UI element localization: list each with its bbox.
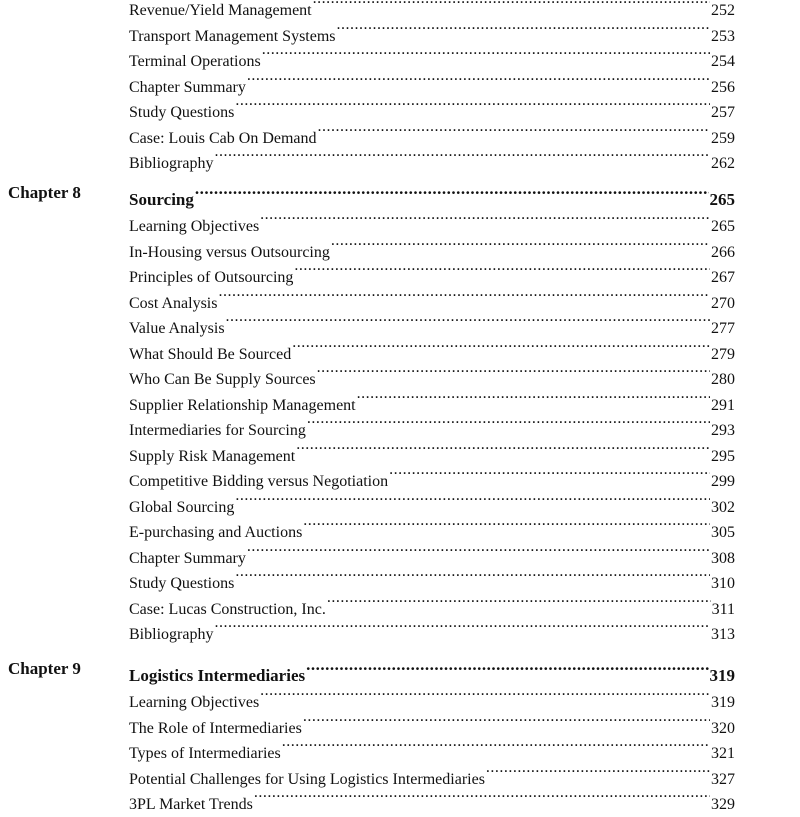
chapter-page-number: 319 (709, 666, 735, 685)
toc-entry-title: Revenue/Yield Management (129, 2, 312, 19)
dot-leader (260, 683, 710, 707)
toc-entry-title: Case: Louis Cab On Demand (129, 129, 317, 147)
toc-entry-title: Chapter Summary (129, 549, 246, 567)
toc-entry (129, 734, 735, 762)
toc-entry-page-number: 257 (711, 104, 735, 121)
toc-entry (129, 309, 735, 337)
dot-leader (262, 42, 710, 66)
toc-entry-page-number: 262 (711, 155, 735, 172)
dot-leader (282, 734, 710, 758)
toc-entry-line (129, 144, 735, 176)
dot-leader (331, 233, 710, 257)
toc-entry-line (129, 785, 735, 817)
toc-entry-title: Chapter Summary (129, 78, 246, 96)
toc-entry (129, 284, 735, 312)
dot-leader (389, 462, 710, 486)
toc-entry-title: Principles of Outsourcing (129, 269, 294, 286)
toc-entry-page-number: 277 (711, 320, 735, 337)
toc-entry-page-number: 308 (711, 549, 735, 567)
toc-entry-title: E-purchasing and Auctions (129, 524, 303, 541)
chapter-title: Sourcing (129, 190, 194, 209)
toc-entry (129, 42, 735, 70)
toc-entry-title: Value Analysis (129, 320, 225, 337)
dot-leader (306, 657, 708, 681)
dot-leader (214, 615, 710, 639)
dot-leader (307, 411, 710, 435)
dot-leader (260, 207, 710, 231)
toc-entry-page-number: 254 (711, 53, 735, 70)
dot-leader (296, 437, 710, 461)
toc-entry-line (129, 615, 735, 647)
dot-leader (327, 590, 711, 614)
toc-entry-title: Who Can Be Supply Sources (129, 371, 316, 388)
dot-leader (337, 17, 710, 41)
toc-entry (129, 233, 735, 261)
toc-entry-page-number: 295 (711, 447, 735, 465)
toc-entry (129, 590, 735, 618)
toc-entry-title: Types of Intermediaries (129, 745, 281, 762)
toc-entry (129, 411, 735, 439)
dot-leader (247, 539, 710, 563)
toc-entry (129, 564, 735, 592)
toc-entry (129, 335, 735, 363)
toc-entry (129, 539, 735, 567)
toc-entry-title: Learning Objectives (129, 694, 260, 711)
toc-entry (129, 207, 735, 235)
toc-entry (129, 144, 735, 172)
dot-leader (218, 284, 710, 308)
toc-entry-page-number: 280 (711, 371, 735, 388)
toc-entry (129, 119, 735, 147)
dot-leader (313, 0, 710, 15)
toc-entry-title: Intermediaries for Sourcing (129, 422, 306, 439)
toc-entry-page-number: 252 (711, 2, 735, 19)
toc-entry-page-number: 270 (711, 294, 735, 312)
toc-entry-title: The Role of Intermediaries (129, 719, 302, 737)
dot-leader (235, 488, 710, 512)
dot-leader (486, 760, 710, 784)
toc-entry (129, 760, 735, 788)
dot-leader (292, 335, 710, 359)
toc-entry (129, 360, 735, 388)
toc-entry-title: Study Questions (129, 104, 235, 121)
toc-entry-page-number: 291 (711, 396, 735, 414)
toc-entry-title: Bibliography (129, 626, 214, 643)
toc-entry-page-number: 327 (711, 770, 735, 788)
toc-entry (129, 93, 735, 121)
toc-entry-title: Potential Challenges for Using Logistics Intermediaries (129, 770, 485, 788)
toc-entry-title: Global Sourcing (129, 498, 235, 516)
toc-entry-title: In-Housing versus Outsourcing (129, 243, 330, 261)
toc-entry-title: Study Questions (129, 575, 235, 592)
toc-entry (129, 0, 735, 19)
toc-entry-page-number: 267 (711, 269, 735, 286)
dot-leader (235, 564, 710, 588)
toc-entry-title: Supply Risk Management (129, 447, 296, 465)
toc-entry-page-number: 320 (711, 719, 735, 737)
toc-entry (129, 513, 735, 541)
toc-entry-title: Transport Management Systems (129, 27, 336, 45)
toc-entry (129, 462, 735, 490)
toc-entry-page-number: 313 (711, 626, 735, 643)
dot-leader (226, 309, 710, 333)
toc-entry-page-number: 253 (711, 27, 735, 45)
dot-leader (303, 709, 710, 733)
toc-entry (129, 258, 735, 286)
dot-leader (235, 93, 710, 117)
toc-entry-page-number: 279 (711, 345, 735, 363)
toc-entry-page-number: 256 (711, 78, 735, 96)
toc-entry-page-number: 329 (711, 796, 735, 813)
toc-entry (129, 68, 735, 96)
toc-entry-title: What Should Be Sourced (129, 345, 292, 363)
toc-entry-title: Learning Objectives (129, 218, 260, 235)
toc-entry-page-number: 302 (711, 498, 735, 516)
dot-leader (317, 360, 710, 384)
toc-entry (129, 386, 735, 414)
toc-entry-page-number: 311 (711, 600, 735, 618)
toc-entry (129, 785, 735, 813)
dot-leader (357, 386, 710, 410)
toc-entry (129, 683, 735, 711)
toc-entry (129, 709, 735, 737)
toc-entry (129, 437, 735, 465)
dot-leader (247, 68, 710, 92)
toc-entry-page-number: 266 (711, 243, 735, 261)
chapter-heading (129, 181, 735, 209)
dot-leader (303, 513, 710, 537)
toc-entry (129, 488, 735, 516)
toc-entry-page-number: 293 (711, 422, 735, 439)
toc-entry (129, 17, 735, 45)
toc-entry-page-number: 265 (711, 218, 735, 235)
dot-leader (214, 144, 710, 168)
dot-leader (195, 181, 709, 205)
toc-entry-title: Bibliography (129, 155, 214, 172)
toc-entry-page-number: 319 (711, 694, 735, 711)
chapter-label: Chapter 9 (8, 659, 81, 678)
toc-entry-page-number: 259 (711, 129, 735, 147)
toc-entry-title: Cost Analysis (129, 294, 218, 312)
toc-entry-title: Terminal Operations (129, 53, 261, 70)
toc-entry-title: Competitive Bidding versus Negotiation (129, 473, 389, 490)
dot-leader (294, 258, 710, 282)
toc-entry-page-number: 321 (711, 745, 735, 762)
toc-entry-page-number: 305 (711, 524, 735, 541)
toc-entry-page-number: 299 (711, 473, 735, 490)
chapter-title: Logistics Intermediaries (129, 666, 306, 685)
chapter-heading (129, 657, 735, 685)
dot-leader (318, 119, 710, 143)
toc-entry-title: Case: Lucas Construction, Inc. (129, 600, 326, 618)
toc-entry-title: 3PL Market Trends (129, 796, 253, 813)
chapter-label: Chapter 8 (8, 183, 81, 202)
toc-entry-title: Supplier Relationship Management (129, 396, 356, 414)
chapter-page-number: 265 (709, 190, 735, 209)
toc-entry-page-number: 310 (711, 575, 735, 592)
toc-entry (129, 615, 735, 643)
dot-leader (254, 785, 710, 809)
